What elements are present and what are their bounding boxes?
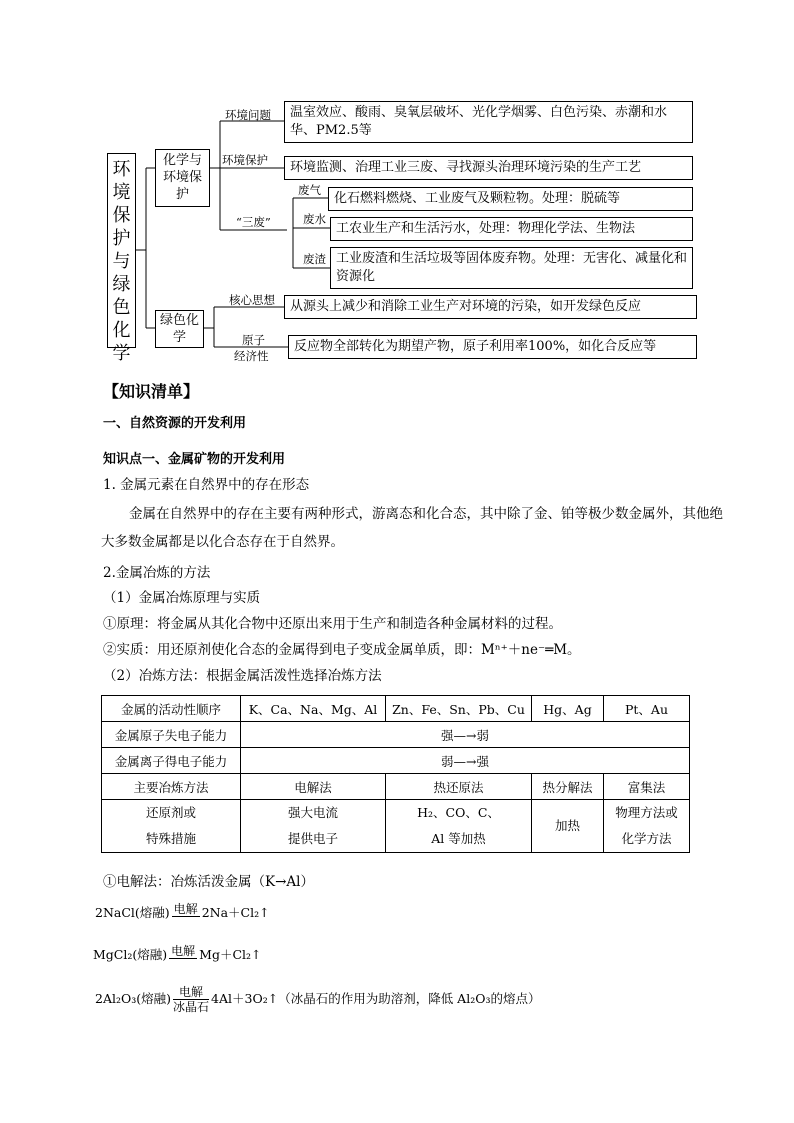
table-cell: 热分解法: [532, 774, 604, 800]
box-atom-economy: 反应物全部转化为期望产物，原子利用率100%，如化合反应等: [288, 335, 697, 359]
table-cell: 强大电流 提供电子: [241, 800, 386, 853]
label-waste-residue: 废渣: [303, 252, 326, 266]
table-cell: 弱—→强: [241, 748, 690, 774]
box-env-problems: 温室效应、酸雨、臭氧层破坏、光化学烟雾、白色污染、赤潮和水华、PM2.5等: [284, 101, 693, 143]
heading-metal-minerals: 知识点一、金属矿物的开发利用: [103, 452, 286, 467]
equation-al2o3: 2Al₂O₃(熔融) $\frac{\text{电解}}{\text{冰晶石}}$ 4Al＋3O₂↑（冰晶石的作用为助溶剂，降低 Al₂O₃的熔点）: [95, 985, 541, 1014]
p2-title: 2.金属冶炼的方法: [103, 565, 211, 581]
table-row: [102, 774, 690, 800]
p2-essence: ②实质：用还原剂使化合态的金属得到电子变成金属单质，即：Mⁿ⁺＋ne⁻═M。: [103, 642, 581, 658]
label-env-protection: 环境保护: [222, 153, 268, 167]
table-cell: 还原剂或 特殊措施: [102, 800, 241, 853]
table-cell: 加热: [532, 800, 604, 853]
table-cell: Hg、Ag: [532, 696, 604, 722]
p1-body: 金属在自然界中的存在主要有两种形式，游离态和化合态，其中除了金、铂等极少数金属外，其他绝大多数金属都是以化合态存在于自然界。: [101, 506, 723, 550]
table-cell: 电解法: [241, 774, 386, 800]
table-cell: 富集法: [604, 774, 690, 800]
box-waste-gas: 化石燃料燃烧、工业废气及颗粒物。处理：脱硫等: [328, 187, 693, 211]
smelting-table: [101, 695, 690, 853]
label-env-problems: 环境问题: [225, 108, 271, 122]
p2-sub1: （1）金属冶炼原理与实质: [103, 590, 261, 606]
table-row: [102, 748, 690, 774]
table-cell: 金属原子失电子能力: [102, 722, 241, 748]
table-cell: 物理方法或 化学方法: [604, 800, 690, 853]
equation-mgcl2: MgCl₂(熔融) 电解 Mg＋Cl₂↑: [93, 944, 262, 962]
p2-sub2: （2）冶炼方法：根据金属活泼性选择冶炼方法: [103, 668, 382, 684]
heading-natural-resources: 一、自然资源的开发利用: [103, 416, 247, 431]
branch-chem-env-label: 化学与环境保护: [162, 153, 202, 202]
table-cell: 强—→弱: [241, 722, 690, 748]
p2-principle: ①原理：将金属从其化合物中还原出来用于生产和制造各种金属材料的过程。: [103, 616, 562, 632]
equation-nacl: 2NaCl(熔融) 电解 2Na＋Cl₂↑: [95, 902, 270, 920]
branch-green-chem: [155, 310, 204, 348]
table-cell: 金属的活动性顺序: [102, 696, 241, 722]
electrolysis-title: ①电解法：冶炼活泼金属（K→Al）: [103, 874, 314, 890]
table-cell: 主要冶炼方法: [102, 774, 241, 800]
label-waste-gas: 废气: [298, 183, 321, 197]
p1-title: 1. 金属元素在自然界中的存在形态: [103, 477, 310, 493]
table-cell: 热还原法: [386, 774, 532, 800]
box-core-idea: 从源头上减少和消除工业生产对环境的污染，如开发绿色反应: [284, 295, 697, 319]
table-row: [102, 800, 690, 853]
table-row: [102, 696, 690, 722]
table-row: [102, 722, 690, 748]
root-title: 环境保护与绿色化学: [112, 159, 131, 364]
branch-green-chem-label: 绿色化学: [160, 313, 200, 345]
label-atom-b: 经济性: [234, 349, 269, 363]
branch-chem-env: [155, 149, 210, 207]
label-waste-water: 废水: [303, 212, 326, 226]
mindmap-root: [107, 153, 136, 364]
label-core-idea: 核心思想: [229, 293, 275, 307]
table-cell: Zn、Fe、Sn、Pb、Cu: [386, 696, 532, 722]
table-cell: K、Ca、Na、Mg、Al: [241, 696, 386, 722]
section-title: 【知识清单】: [103, 382, 200, 401]
box-env-protection: 环境监测、治理工业三废、寻找源头治理环境污染的生产工艺: [284, 156, 693, 180]
table-cell: Pt、Au: [604, 696, 690, 722]
box-waste-residue: 工业废渣和生活垃圾等固体废弃物。处理：无害化、减量化和资源化: [330, 247, 693, 289]
table-cell: H₂、CO、C、 Al 等加热: [386, 800, 532, 853]
label-atom-a: 原子: [242, 333, 265, 347]
label-three-wastes: “三废”: [236, 215, 271, 229]
box-waste-water: 工农业生产和生活污水，处理：物理化学法、生物法: [330, 217, 693, 241]
table-cell: 金属离子得电子能力: [102, 748, 241, 774]
